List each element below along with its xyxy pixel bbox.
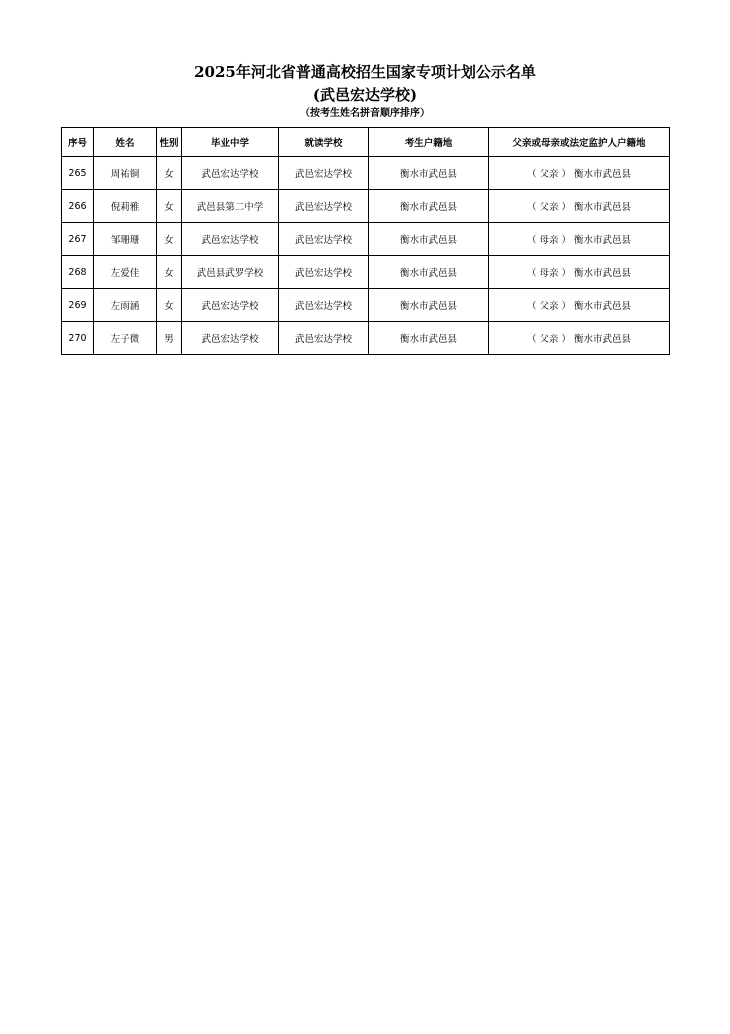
- cell-guardian-registration: （ 父亲 ） 衡水市武邑县: [489, 157, 670, 190]
- cell-name: 周祐铜: [94, 157, 157, 190]
- table-header-row: [62, 128, 670, 157]
- table-row: [62, 223, 670, 256]
- cell-gender: 女: [157, 190, 182, 223]
- cell-household-registration: 衡水市武邑县: [369, 190, 489, 223]
- cell-current-school: 武邑宏达学校: [279, 157, 369, 190]
- cell-index: 269: [62, 289, 94, 322]
- cell-household-registration: 衡水市武邑县: [369, 157, 489, 190]
- document-title: 2025年河北省普通高校招生国家专项计划公示名单: [194, 63, 536, 81]
- cell-gender: 男: [157, 322, 182, 355]
- cell-index: 267: [62, 223, 94, 256]
- cell-name: 左爱佳: [94, 256, 157, 289]
- cell-graduated-school: 武邑宏达学校: [182, 223, 279, 256]
- cell-name: 左雨涵: [94, 289, 157, 322]
- table-row: [62, 256, 670, 289]
- cell-gender: 女: [157, 289, 182, 322]
- table-row: [62, 289, 670, 322]
- cell-gender: 女: [157, 256, 182, 289]
- cell-graduated-school: 武邑县武罗学校: [182, 256, 279, 289]
- cell-guardian-registration: （ 父亲 ） 衡水市武邑县: [489, 289, 670, 322]
- table-row: [62, 157, 670, 190]
- header-gender: 性别: [157, 128, 182, 157]
- cell-guardian-registration: （ 父亲 ） 衡水市武邑县: [489, 322, 670, 355]
- cell-current-school: 武邑宏达学校: [279, 322, 369, 355]
- table-row: [62, 322, 670, 355]
- cell-index: 266: [62, 190, 94, 223]
- cell-household-registration: 衡水市武邑县: [369, 256, 489, 289]
- cell-current-school: 武邑宏达学校: [279, 190, 369, 223]
- cell-name: 左子微: [94, 322, 157, 355]
- cell-household-registration: 衡水市武邑县: [369, 223, 489, 256]
- document-subtitle-school: (武邑宏达学校): [312, 86, 418, 104]
- header-name: 姓名: [94, 128, 157, 157]
- cell-guardian-registration: （ 母亲 ） 衡水市武邑县: [489, 223, 670, 256]
- cell-household-registration: 衡水市武邑县: [369, 322, 489, 355]
- header-graduated-school: 毕业中学: [182, 128, 279, 157]
- cell-name: 邹珊珊: [94, 223, 157, 256]
- cell-graduated-school: 武邑县第二中学: [182, 190, 279, 223]
- cell-current-school: 武邑宏达学校: [279, 289, 369, 322]
- cell-guardian-registration: （ 父亲 ） 衡水市武邑县: [489, 190, 670, 223]
- header-household-registration: 考生户籍地: [369, 128, 489, 157]
- cell-current-school: 武邑宏达学校: [279, 223, 369, 256]
- cell-guardian-registration: （ 母亲 ） 衡水市武邑县: [489, 256, 670, 289]
- document-sort-note: （按考生姓名拼音顺序排序）: [300, 108, 430, 119]
- cell-index: 265: [62, 157, 94, 190]
- cell-graduated-school: 武邑宏达学校: [182, 322, 279, 355]
- cell-graduated-school: 武邑宏达学校: [182, 289, 279, 322]
- cell-gender: 女: [157, 157, 182, 190]
- cell-current-school: 武邑宏达学校: [279, 256, 369, 289]
- cell-household-registration: 衡水市武邑县: [369, 289, 489, 322]
- cell-graduated-school: 武邑宏达学校: [182, 157, 279, 190]
- candidate-table: [61, 127, 670, 355]
- cell-name: 倪莉雅: [94, 190, 157, 223]
- header-current-school: 就读学校: [279, 128, 369, 157]
- header-index: 序号: [62, 128, 94, 157]
- cell-gender: 女: [157, 223, 182, 256]
- header-guardian-registration: 父亲或母亲或法定监护人户籍地: [489, 128, 670, 157]
- cell-index: 270: [62, 322, 94, 355]
- table-row: [62, 190, 670, 223]
- cell-index: 268: [62, 256, 94, 289]
